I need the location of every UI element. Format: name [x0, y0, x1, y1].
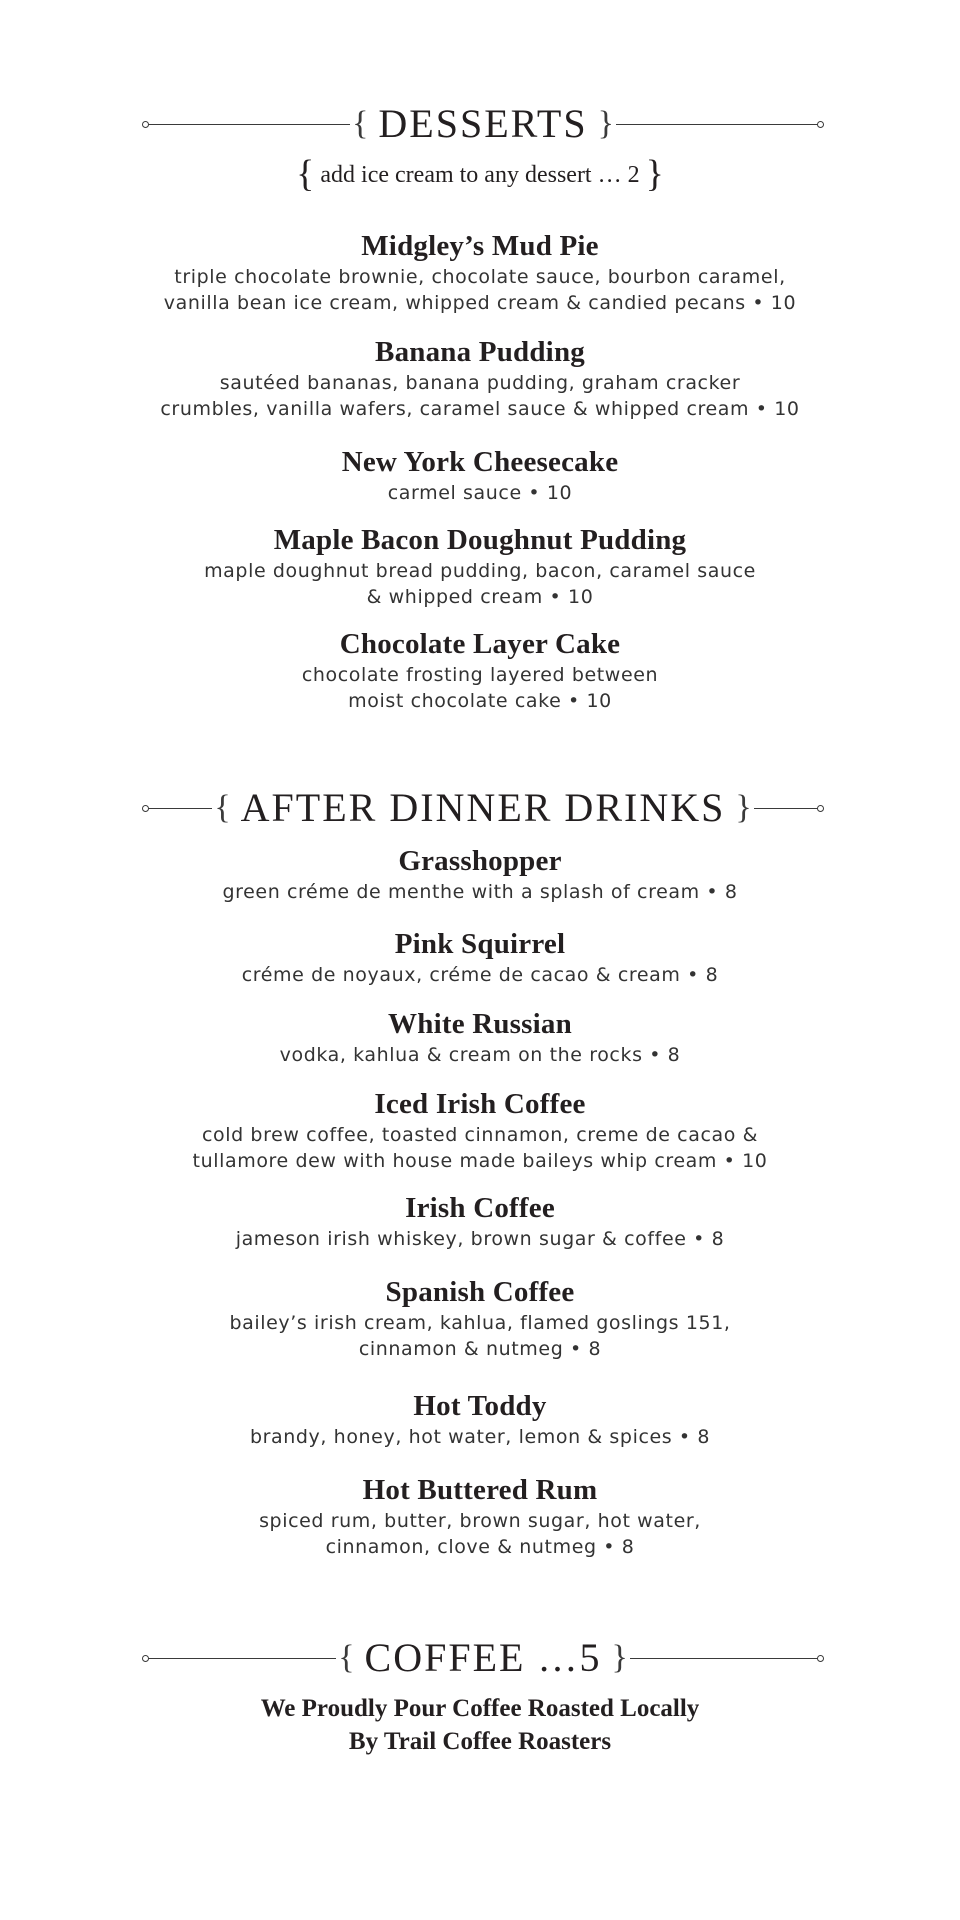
item-name: Pink Squirrel [394, 928, 566, 960]
item-description: vodka, kahlua & cream on the rocks • 8 [279, 1044, 681, 1066]
item-name: Maple Bacon Doughnut Pudding [273, 524, 687, 556]
brace-ornament: } [597, 105, 614, 142]
item-name: Hot Buttered Rum [362, 1474, 598, 1506]
divider-line [148, 1658, 336, 1659]
item-name: Spanish Coffee [385, 1276, 575, 1308]
menu-item-hot-buttered-rum [0, 1472, 960, 1560]
item-description: jameson irish whiskey, brown sugar & coffee • 8 [235, 1228, 725, 1250]
coffee-tagline: We Proudly Pour Coffee Roasted Locally By Trail Coffee Roasters [260, 1695, 700, 1755]
item-name: New York Cheesecake [341, 446, 619, 478]
divider-line [148, 124, 350, 125]
menu-item-banana-pudding [0, 334, 960, 422]
brace-ornament: } [611, 1639, 628, 1676]
menu-item-layer-cake [0, 626, 960, 714]
ice-cream-note-text: add ice cream to any dessert … 2 [314, 162, 646, 188]
item-description: sautéed bananas, banana pudding, graham cracker crumbles, vanilla wafers, caramel sauce & whipped cream • 10 [160, 372, 800, 420]
menu-item-white-russian [0, 1006, 960, 1068]
brace-ornament: { [352, 105, 369, 142]
item-name: Chocolate Layer Cake [339, 628, 621, 660]
item-description: spiced rum, butter, brown sugar, hot water, cinnamon, clove & nutmeg • 8 [259, 1510, 701, 1558]
item-name: Grasshopper [398, 845, 562, 877]
coffee-header [148, 1635, 818, 1680]
item-description: cold brew coffee, toasted cinnamon, creme de cacao & tullamore dew with house made baileys whip cream • 10 [192, 1124, 768, 1172]
item-name: White Russian [388, 1008, 572, 1040]
brace-open: { [296, 153, 315, 195]
item-name: Midgley’s Mud Pie [361, 230, 599, 262]
item-name: Irish Coffee [405, 1192, 555, 1224]
divider-line [630, 1658, 818, 1659]
menu-item-spanish-coffee [0, 1274, 960, 1362]
divider-line [616, 124, 818, 125]
item-description: carmel sauce • 10 [387, 482, 573, 504]
item-description: triple chocolate brownie, chocolate sauce, bourbon caramel, vanilla bean ice cream, whipped cream & candied pecans • 10 [163, 266, 797, 314]
item-description: créme de noyaux, créme de cacao & cream • 8 [241, 964, 719, 986]
item-description: brandy, honey, hot water, lemon & spices • 8 [249, 1426, 711, 1448]
item-name: Banana Pudding [375, 336, 585, 368]
item-description: chocolate frosting layered between moist chocolate cake • 10 [301, 664, 659, 712]
menu-item-iced-irish-coffee [0, 1086, 960, 1174]
coffee-title: COFFEE …5 [364, 1635, 602, 1680]
desserts-title: DESSERTS [378, 101, 588, 146]
menu-item-mud-pie [0, 228, 960, 316]
brace-ornament: } [735, 789, 752, 826]
menu-item-pink-squirrel [0, 926, 960, 988]
brace-ornament: { [214, 789, 231, 826]
brace-close: } [645, 153, 664, 195]
drinks-title: AFTER DINNER DRINKS [240, 785, 726, 830]
item-name: Iced Irish Coffee [374, 1088, 586, 1120]
drinks-header [148, 785, 818, 830]
divider-line [148, 808, 212, 809]
divider-line [754, 808, 818, 809]
menu-item-hot-toddy [0, 1388, 960, 1450]
item-description: green créme de menthe with a splash of cream • 8 [222, 881, 738, 903]
menu-item-irish-coffee [0, 1190, 960, 1252]
item-name: Hot Toddy [413, 1390, 547, 1422]
menu-item-doughnut-pudding [0, 522, 960, 610]
menu-item-grasshopper [0, 843, 960, 905]
item-description: maple doughnut bread pudding, bacon, caramel sauce & whipped cream • 10 [204, 560, 756, 608]
brace-ornament: { [338, 1639, 355, 1676]
desserts-header [148, 101, 818, 146]
menu-item-cheesecake [0, 444, 960, 506]
ice-cream-note [0, 152, 960, 196]
item-description: bailey’s irish cream, kahlua, flamed goslings 151, cinnamon & nutmeg • 8 [229, 1312, 731, 1360]
